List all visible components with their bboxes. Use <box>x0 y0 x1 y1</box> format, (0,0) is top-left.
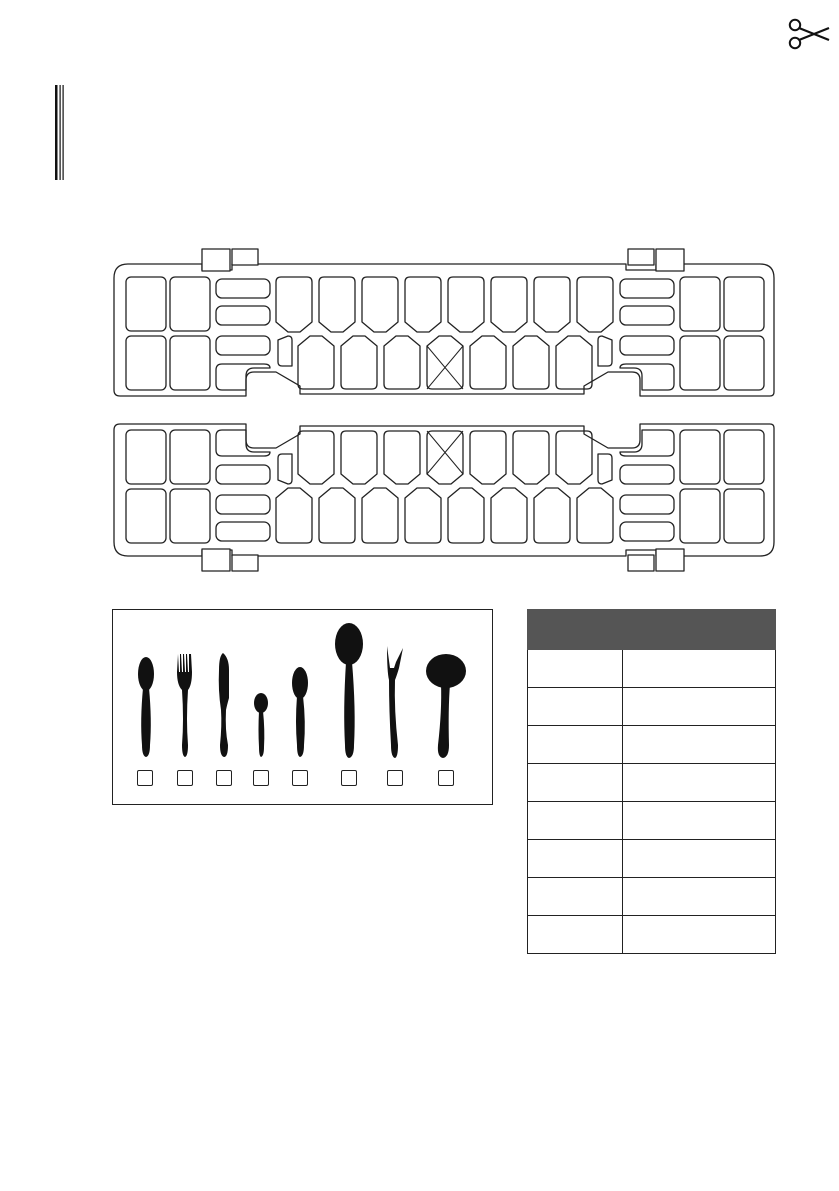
table-cell <box>623 688 776 726</box>
serving-fork-label-box <box>387 770 403 786</box>
table-cell <box>623 726 776 764</box>
table-row <box>528 916 776 954</box>
table-cell <box>623 840 776 878</box>
ladle-icon <box>426 654 466 758</box>
table-row <box>528 764 776 802</box>
table-row <box>528 650 776 688</box>
ladle-label-box <box>438 770 454 786</box>
small-spoon-icon <box>254 693 268 757</box>
table-cell <box>528 802 623 840</box>
teaspoon-label-box <box>137 770 153 786</box>
knife-icon <box>219 653 229 757</box>
table-cell <box>528 764 623 802</box>
fork-label-box <box>177 770 193 786</box>
knife-label-box <box>216 770 232 786</box>
dessert-spoon-label-box <box>292 770 308 786</box>
table-cell <box>528 916 623 954</box>
table-cell <box>528 878 623 916</box>
table-cell <box>623 650 776 688</box>
table-cell <box>528 688 623 726</box>
table-row <box>528 726 776 764</box>
cutlery-tray-top <box>110 244 780 400</box>
legend-header-cell <box>528 610 623 650</box>
cutlery-tray-bottom <box>110 420 780 576</box>
dessert-spoon-icon <box>292 667 308 757</box>
legend-header-row <box>528 610 776 650</box>
table-cell <box>623 802 776 840</box>
legend-header-cell <box>623 610 776 650</box>
table-row <box>528 802 776 840</box>
table-cell <box>623 764 776 802</box>
serving-spoon-icon <box>335 623 363 758</box>
table-cell <box>623 916 776 954</box>
legend-table <box>527 609 776 954</box>
table-row <box>528 840 776 878</box>
table-cell <box>528 650 623 688</box>
table-cell <box>528 840 623 878</box>
table-row <box>528 688 776 726</box>
fork-icon <box>177 654 192 757</box>
small-spoon-label-box <box>253 770 269 786</box>
table-row <box>528 878 776 916</box>
table-cell <box>528 726 623 764</box>
teaspoon-icon <box>138 657 154 757</box>
table-cell <box>623 878 776 916</box>
scissors-icon <box>0 0 839 60</box>
section-marker <box>55 85 67 181</box>
serving-fork-icon <box>387 646 403 758</box>
serving-spoon-label-box <box>341 770 357 786</box>
